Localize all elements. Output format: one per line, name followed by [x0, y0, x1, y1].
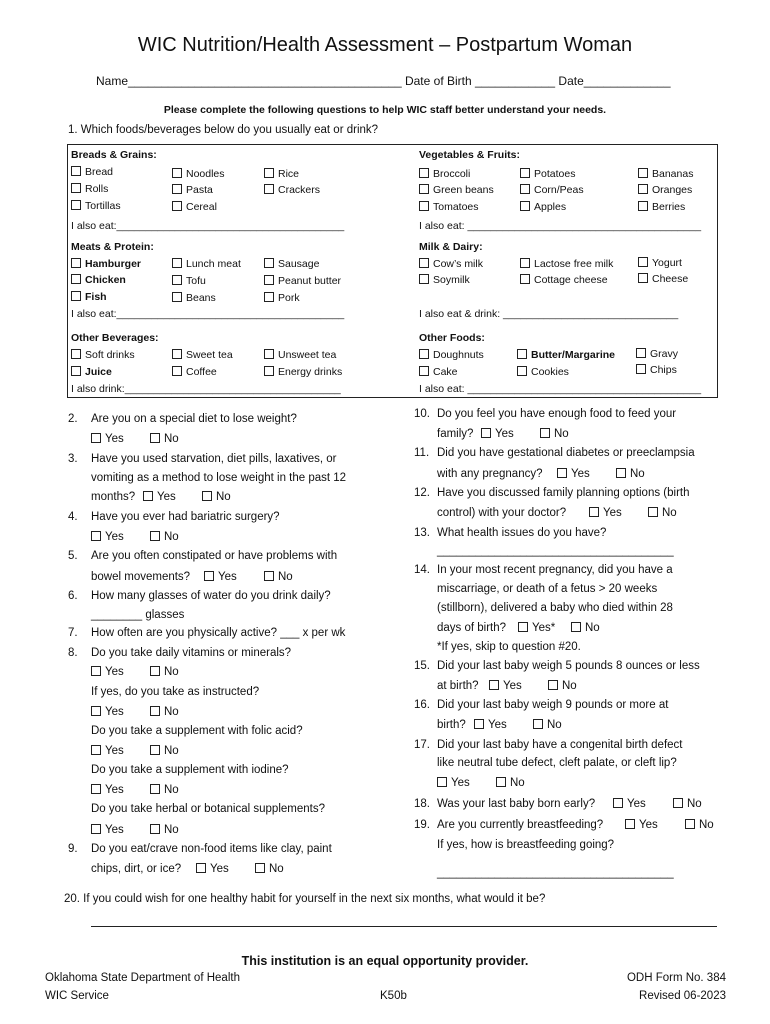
checkbox[interactable]	[172, 184, 182, 194]
equal-opportunity-statement: This institution is an equal opportunity provider.	[241, 954, 529, 968]
q8d-yes[interactable]: Yes	[91, 784, 124, 796]
q10-line2: family?	[437, 428, 474, 440]
checkbox[interactable]	[143, 491, 153, 501]
q8d-text: Do you take a supplement with iodine?	[91, 764, 289, 776]
footer-form-number: ODH Form No. 384	[626, 972, 726, 984]
opt-pork[interactable]: Pork	[264, 292, 300, 304]
checkbox[interactable]	[264, 168, 274, 178]
q3-line3: months?	[91, 491, 136, 503]
section-heading: Meats & Protein:	[71, 241, 154, 253]
q3-number: 3.	[68, 453, 78, 465]
q8d-no[interactable]: No	[150, 784, 179, 796]
checkbox[interactable]	[172, 275, 182, 285]
checkbox[interactable]	[571, 622, 581, 632]
opt-noodles[interactable]: Noodles	[172, 168, 225, 180]
opt-cows-milk[interactable]: Cow’s milk	[419, 258, 483, 270]
q5-line1: Are you often constipated or have problems with	[91, 550, 338, 562]
checkbox[interactable]	[489, 680, 499, 690]
q10-yes[interactable]: Yes	[481, 428, 514, 440]
q10-line1: Do you feel you have enough food to feed your	[437, 408, 677, 420]
opt-gravy[interactable]: Gravy	[636, 348, 678, 360]
checkbox[interactable]	[638, 273, 648, 283]
q19-yes[interactable]: Yes	[625, 819, 658, 831]
checkbox[interactable]	[172, 349, 182, 359]
checkbox[interactable]	[636, 364, 646, 374]
q18-yes[interactable]: Yes	[613, 798, 646, 810]
checkbox[interactable]	[533, 719, 543, 729]
checkbox[interactable]	[172, 201, 182, 211]
checkbox[interactable]	[673, 798, 683, 808]
checkbox[interactable]	[71, 366, 81, 376]
q9-line2: chips, dirt, or ice?	[91, 863, 182, 875]
also-eat-line[interactable]: I also eat: ________________________________________	[419, 383, 702, 395]
checkbox[interactable]	[264, 292, 274, 302]
q18-text: Was your last baby born early?	[437, 798, 596, 810]
checkbox[interactable]	[202, 491, 212, 501]
checkbox[interactable]	[520, 168, 530, 178]
q15-no[interactable]: No	[548, 680, 577, 692]
q14-no[interactable]: No	[571, 622, 600, 634]
also-eat-line[interactable]: I also eat:_______________________________________	[71, 220, 345, 232]
q8c-no[interactable]: No	[150, 745, 179, 757]
q16-line2: birth?	[437, 719, 466, 731]
checkbox[interactable]	[91, 531, 101, 541]
opt-tomatoes[interactable]: Tomatoes	[419, 201, 479, 213]
opt-unsweet-tea[interactable]: Unsweet tea	[264, 349, 336, 361]
checkbox[interactable]	[264, 571, 274, 581]
checkbox[interactable]	[204, 571, 214, 581]
meats-protein-section	[68, 241, 408, 325]
q19-line1: Are you currently breastfeeding?	[437, 819, 604, 831]
opt-butter-margarine[interactable]: Butter/Margarine	[517, 349, 615, 361]
q3-line1: Have you used starvation, diet pills, laxatives, or	[91, 453, 337, 465]
q11-no[interactable]: No	[616, 468, 645, 480]
q17-yes[interactable]: Yes	[437, 777, 470, 789]
footer-service: WIC Service	[45, 990, 109, 1002]
milk-dairy-section	[416, 241, 716, 325]
checkbox[interactable]	[71, 349, 81, 359]
checkbox[interactable]	[419, 366, 429, 376]
q3-yes[interactable]: Yes	[143, 491, 176, 503]
opt-cookies[interactable]: Cookies	[517, 366, 569, 378]
opt-cake[interactable]: Cake	[419, 366, 458, 378]
opt-crackers[interactable]: Crackers	[264, 184, 320, 196]
name-dob-date-line[interactable]: Name_________________________________________ Date of Birth ____________ Date_____________	[96, 74, 671, 88]
checkbox[interactable]	[520, 274, 530, 284]
opt-soft-drinks[interactable]: Soft drinks	[71, 349, 135, 361]
q11-line1: Did you have gestational diabetes or preeclampsia	[437, 447, 695, 459]
q15-number: 15.	[414, 660, 430, 672]
checkbox[interactable]	[638, 201, 648, 211]
opt-coffee[interactable]: Coffee	[172, 366, 217, 378]
opt-rice[interactable]: Rice	[264, 168, 299, 180]
opt-yogurt[interactable]: Yogurt	[638, 257, 682, 269]
checkbox[interactable]	[71, 166, 81, 176]
opt-bread[interactable]: Bread	[71, 166, 113, 178]
q19-answer-line[interactable]: _____________________________________	[437, 867, 674, 879]
q3-line2: vomiting as a method to lose weight in the past 12	[91, 472, 347, 484]
q8e-yes[interactable]: Yes	[91, 824, 124, 836]
checkbox[interactable]	[150, 824, 160, 834]
checkbox[interactable]	[517, 366, 527, 376]
checkbox[interactable]	[419, 258, 429, 268]
q3-no[interactable]: No	[202, 491, 231, 503]
section-heading: Vegetables & Fruits:	[419, 149, 520, 161]
q2-yes[interactable]: Yes	[91, 433, 124, 445]
checkbox[interactable]	[589, 507, 599, 517]
checkbox[interactable]	[71, 183, 81, 193]
q11-line2: with any pregnancy?	[437, 468, 543, 480]
q17-line1: Did your last baby have a congenital birth defect	[437, 739, 683, 751]
checkbox[interactable]	[91, 666, 101, 676]
q4-number: 4.	[68, 511, 78, 523]
opt-sausage[interactable]: Sausage	[264, 258, 319, 270]
breads-grains-section	[68, 149, 408, 233]
checkbox[interactable]	[91, 784, 101, 794]
other-foods-section	[416, 332, 716, 396]
q9-number: 9.	[68, 843, 78, 855]
checkbox[interactable]	[419, 349, 429, 359]
checkbox[interactable]	[71, 258, 81, 268]
q6-glasses-line[interactable]: ________ glasses	[91, 609, 185, 621]
opt-juice[interactable]: Juice	[71, 366, 112, 378]
opt-tofu[interactable]: Tofu	[172, 275, 206, 287]
section-heading: Other Beverages:	[71, 332, 159, 344]
opt-peanut-butter[interactable]: Peanut butter	[264, 275, 341, 287]
checkbox[interactable]	[172, 366, 182, 376]
checkbox[interactable]	[150, 531, 160, 541]
q9-yes[interactable]: Yes	[196, 863, 229, 875]
q12-yes[interactable]: Yes	[589, 507, 622, 519]
q5-no[interactable]: No	[264, 571, 293, 583]
q17-no[interactable]: No	[496, 777, 525, 789]
footer-code: K50b	[380, 990, 407, 1002]
q4-no[interactable]: No	[150, 531, 179, 543]
checkbox[interactable]	[419, 168, 429, 178]
q8b-no[interactable]: No	[150, 706, 179, 718]
q14-number: 14.	[414, 564, 430, 576]
checkbox[interactable]	[616, 468, 626, 478]
checkbox[interactable]	[419, 184, 429, 194]
food-grid	[67, 144, 718, 398]
q17-line2: like neutral tube defect, cleft palate, or cleft lip?	[437, 757, 677, 769]
checkbox[interactable]	[150, 433, 160, 443]
checkbox[interactable]	[196, 863, 206, 873]
q14-line3: (stillborn), delivered a baby who died within 28	[437, 602, 673, 614]
footer-department: Oklahoma State Department of Health	[45, 972, 240, 984]
opt-fish[interactable]: Fish	[71, 291, 107, 303]
checkbox[interactable]	[172, 168, 182, 178]
q15-line2: at birth?	[437, 680, 479, 692]
checkbox[interactable]	[150, 745, 160, 755]
q4-yes[interactable]: Yes	[91, 531, 124, 543]
checkbox[interactable]	[150, 784, 160, 794]
q7-text[interactable]: How often are you physically active? ___ x per wk	[91, 627, 346, 639]
q8-yes[interactable]: Yes	[91, 666, 124, 678]
checkbox[interactable]	[638, 168, 648, 178]
q8c-yes[interactable]: Yes	[91, 745, 124, 757]
instructions: Please complete the following questions to help WIC staff better understand your needs.	[163, 104, 607, 116]
q8-number: 8.	[68, 647, 78, 659]
opt-bananas[interactable]: Bananas	[638, 168, 693, 180]
checkbox[interactable]	[172, 258, 182, 268]
q4-text: Have you ever had bariatric surgery?	[91, 511, 280, 523]
q16-number: 16.	[414, 699, 430, 711]
vegetables-fruits-section	[416, 149, 716, 233]
opt-corn-peas[interactable]: Corn/Peas	[520, 184, 584, 196]
checkbox[interactable]	[557, 468, 567, 478]
q16-no[interactable]: No	[533, 719, 562, 731]
opt-cereal[interactable]: Cereal	[172, 201, 217, 213]
opt-pasta[interactable]: Pasta	[172, 184, 213, 196]
also-eat-line[interactable]: I also eat:_______________________________________	[71, 308, 345, 320]
checkbox[interactable]	[419, 201, 429, 211]
q13-number: 13.	[414, 527, 430, 539]
q14-line4: days of birth?	[437, 622, 507, 634]
checkbox[interactable]	[264, 366, 274, 376]
q15-yes[interactable]: Yes	[489, 680, 522, 692]
q13-answer-line[interactable]: _____________________________________	[437, 545, 674, 557]
also-drink-line[interactable]: I also drink:_____________________________________	[71, 383, 341, 395]
checkbox[interactable]	[520, 258, 530, 268]
q10-no[interactable]: No	[540, 428, 569, 440]
checkbox[interactable]	[548, 680, 558, 690]
q15-line1: Did your last baby weigh 5 pounds 8 ounces or less	[437, 660, 700, 672]
checkbox[interactable]	[91, 433, 101, 443]
checkbox[interactable]	[685, 819, 695, 829]
checkbox[interactable]	[648, 507, 658, 517]
opt-berries[interactable]: Berries	[638, 201, 685, 213]
opt-soymilk[interactable]: Soymilk	[419, 274, 470, 286]
q19-number: 19.	[414, 819, 430, 831]
checkbox[interactable]	[150, 666, 160, 676]
other-beverages-section	[68, 332, 408, 396]
q6-text: How many glasses of water do you drink daily?	[91, 590, 331, 602]
q11-number: 11.	[414, 447, 430, 459]
opt-tortillas[interactable]: Tortillas	[71, 200, 121, 212]
checkbox[interactable]	[520, 184, 530, 194]
q14-skip-note: *If yes, skip to question #20.	[437, 641, 581, 653]
opt-doughnuts[interactable]: Doughnuts	[419, 349, 484, 361]
q5-number: 5.	[68, 550, 78, 562]
checkbox[interactable]	[419, 274, 429, 284]
checkbox[interactable]	[71, 291, 81, 301]
q2-number: 2.	[68, 413, 78, 425]
checkbox[interactable]	[625, 819, 635, 829]
q12-line1: Have you discussed family planning options (birth	[437, 487, 690, 499]
q5-yes[interactable]: Yes	[204, 571, 237, 583]
opt-broccoli[interactable]: Broccoli	[419, 168, 470, 180]
q8e-text: Do you take herbal or botanical supplements?	[91, 803, 325, 815]
q8e-no[interactable]: No	[150, 824, 179, 836]
q5-line2: bowel movements?	[91, 571, 191, 583]
q8-text: Do you take daily vitamins or minerals?	[91, 647, 292, 659]
q11-yes[interactable]: Yes	[557, 468, 590, 480]
checkbox[interactable]	[520, 201, 530, 211]
checkbox[interactable]	[638, 257, 648, 267]
opt-oranges[interactable]: Oranges	[638, 184, 692, 196]
opt-beans[interactable]: Beans	[172, 292, 216, 304]
q12-number: 12.	[414, 487, 430, 499]
q19-followup: If yes, how is breastfeeding going?	[437, 839, 615, 851]
checkbox[interactable]	[264, 349, 274, 359]
checkbox[interactable]	[91, 706, 101, 716]
q8-no[interactable]: No	[150, 666, 179, 678]
checkbox[interactable]	[613, 798, 623, 808]
opt-sweet-tea[interactable]: Sweet tea	[172, 349, 233, 361]
opt-chicken[interactable]: Chicken	[71, 274, 126, 286]
q12-line2: control) with your doctor?	[437, 507, 567, 519]
checkbox[interactable]	[150, 706, 160, 716]
q13-text: What health issues do you have?	[437, 527, 607, 539]
footer-revised: Revised 06-2023	[639, 990, 726, 1002]
q2-text: Are you on a special diet to lose weight?	[91, 413, 297, 425]
checkbox[interactable]	[91, 745, 101, 755]
section-heading: Milk & Dairy:	[419, 241, 483, 253]
checkbox[interactable]	[636, 348, 646, 358]
checkbox[interactable]	[255, 863, 265, 873]
q20-text: 20. If you could wish for one healthy habit for yourself in the next six months, what would it be?	[64, 893, 546, 905]
q14-yes[interactable]: Yes*	[518, 622, 555, 634]
opt-lactose-free-milk[interactable]: Lactose free milk	[520, 258, 613, 270]
q9-line1: Do you eat/crave non-food items like clay, paint	[91, 843, 332, 855]
q7-number: 7.	[68, 627, 78, 639]
also-eat-line[interactable]: I also eat: ________________________________________	[419, 220, 702, 232]
question-1: 1. Which foods/beverages below do you usually eat or drink?	[68, 124, 379, 136]
q8c-text: Do you take a supplement with folic acid?	[91, 725, 303, 737]
q12-no[interactable]: No	[648, 507, 677, 519]
page-title: WIC Nutrition/Health Assessment – Postpartum Woman	[137, 34, 633, 56]
opt-green-beans[interactable]: Green beans	[419, 184, 494, 196]
opt-cheese[interactable]: Cheese	[638, 273, 688, 285]
q6-number: 6.	[68, 590, 78, 602]
q16-line1: Did your last baby weigh 9 pounds or more at	[437, 699, 669, 711]
checkbox[interactable]	[71, 200, 81, 210]
q14-line1: In your most recent pregnancy, did you have a	[437, 564, 673, 576]
q17-number: 17.	[414, 739, 430, 751]
opt-rolls[interactable]: Rolls	[71, 183, 108, 195]
checkbox[interactable]	[91, 824, 101, 834]
checkbox[interactable]	[518, 622, 528, 632]
opt-apples[interactable]: Apples	[520, 201, 566, 213]
checkbox[interactable]	[264, 184, 274, 194]
checkbox[interactable]	[638, 184, 648, 194]
opt-lunch-meat[interactable]: Lunch meat	[172, 258, 241, 270]
checkbox[interactable]	[172, 292, 182, 302]
q8b-text: If yes, do you take as instructed?	[91, 686, 260, 698]
also-eat-drink-line[interactable]: I also eat & drink: ______________________________	[419, 308, 679, 320]
checkbox[interactable]	[481, 428, 491, 438]
opt-cottage-cheese[interactable]: Cottage cheese	[520, 274, 608, 286]
checkbox[interactable]	[517, 349, 527, 359]
q18-no[interactable]: No	[673, 798, 702, 810]
q8b-yes[interactable]: Yes	[91, 706, 124, 718]
q19-no[interactable]: No	[685, 819, 714, 831]
section-heading: Other Foods:	[419, 332, 485, 344]
section-heading: Breads & Grains:	[71, 149, 157, 161]
q20-answer-line[interactable]	[91, 926, 717, 927]
q14-line2: miscarriage, or death of a fetus > 20 weeks	[437, 583, 658, 595]
checkbox[interactable]	[264, 258, 274, 268]
opt-energy-drinks[interactable]: Energy drinks	[264, 366, 342, 378]
q10-number: 10.	[414, 408, 430, 420]
checkbox[interactable]	[496, 777, 506, 787]
checkbox[interactable]	[71, 274, 81, 284]
q16-yes[interactable]: Yes	[474, 719, 507, 731]
checkbox[interactable]	[437, 777, 447, 787]
opt-chips[interactable]: Chips	[636, 364, 677, 376]
opt-hamburger[interactable]: Hamburger	[71, 258, 141, 270]
q9-no[interactable]: No	[255, 863, 284, 875]
q2-no[interactable]: No	[150, 433, 179, 445]
checkbox[interactable]	[264, 275, 274, 285]
q18-number: 18.	[414, 798, 430, 810]
opt-potatoes[interactable]: Potatoes	[520, 168, 575, 180]
checkbox[interactable]	[474, 719, 484, 729]
checkbox[interactable]	[540, 428, 550, 438]
